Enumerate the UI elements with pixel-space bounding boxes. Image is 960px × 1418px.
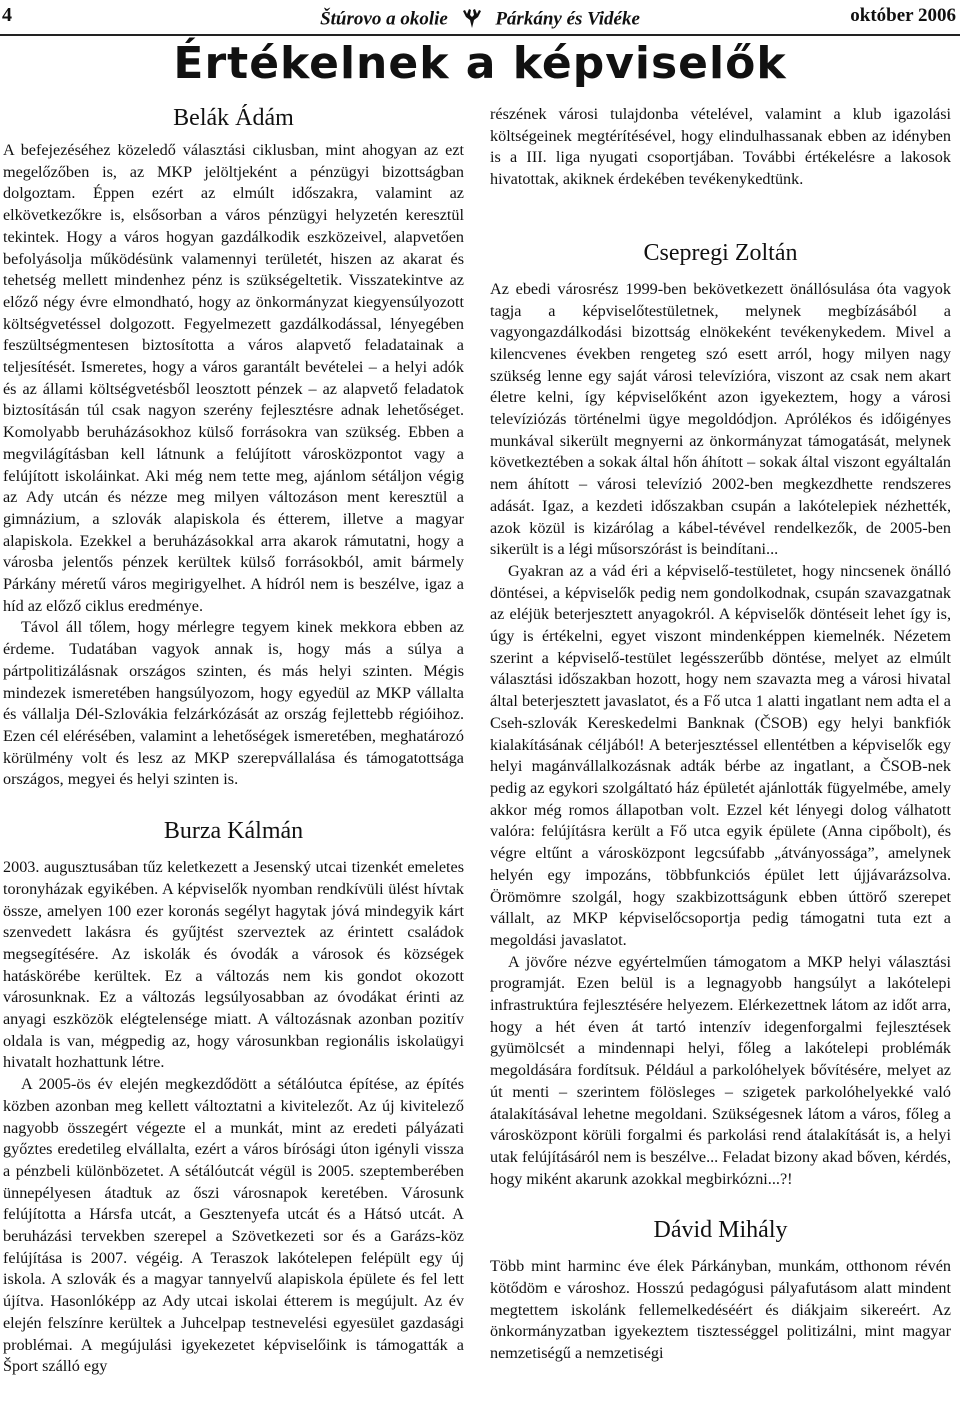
section-heading-burza: Burza Kálmán xyxy=(163,818,304,845)
publication-name-slovak: Štúrovo a okolie xyxy=(320,8,448,30)
paragraph: Távol áll tőlem, hogy mérlegre tegyem kinek mekkora ebben az érdeme. Tudatában vagyok annak is, hogy más a súlya a pártpolitizálásnak országos szinten, és más helyi szinten. Mégis mindezek ismeretében hangsúlyozom, hogy egyedül az MKP vállalta és vállalja Dél-Szlovákia felzárkózását az ország fejlettebb régióihoz. Ezen cél elérésében, valamint a lehetőségek ismeretében, meghatározó körülmény volt és lesz az MKP szerepvállalása és támogatottsága országos, megyei és helyi szinten is. xyxy=(3,618,464,789)
paragraph-continuation: részének városi tulajdonba vételével, valamint a klub igazolási költségeinek megtérítésével, hogy elindulhassanak ebben az idényben is a III. liga nyugati csoportjában. További értékelésre a lakosok hivatottak, akiknek érdekében tevékenykedtünk. xyxy=(490,105,951,189)
section-heading-belak: Belák Ádám xyxy=(173,105,294,131)
right-column xyxy=(490,104,951,1365)
article-headline: Értékelnek a képviselők xyxy=(173,38,787,89)
paragraph: Gyakran az a vád éri a képviselő-testületet, hogy nincsenek önálló döntései, a képviselők pedig nem gondolkodnak, csupán szavazgatnak az eléjük beterjesztett anyagokról. A képviselők döntéseit lehet így is, úgy is értékelni, egyet viszont mindenképpen kiemelnék. Nézetem szerint a képviselő-testület legésszerűbb döntése, melyet az elmúlt választási időszakban hozott, hogy nem szavazta meg a városi hivatal által beterjesztett javaslatot, és a Fő utca 1 alatti ingatlant nem adta el a Cseh-szlovák Kereskedelmi Banknak (ČSOB) egy helyi bankfiók kialakításának céljából! A beterjesztéssel ellentétben a képviselők egy helyi magánvállalkozásnak adták bérbe az ingatlant, a ČSOB-nek pedig az egykori szolgáltató ház épületét ajánlották fügyelmébe, amely akkor még romos állapotban volt. Ezzel két lényegi dolog válhatott valóra: felújításra került a Fő utca egyik épülete (Anna cipőbolt), és végre eltűnt a városközpont legcsúfabb „átványossága”, amelynek helyén egy impozáns, többfunkciós épület lett újjávarázsolva. Örömömre szolgál, hogy szakbizottságunk ebben úttörő szerepet vállalt, az MKP képviselőcsoportja pedig támogatni tuta ezt a megoldási javaslatot. xyxy=(490,561,951,949)
stag-emblem-icon xyxy=(461,5,483,35)
paragraph: A 2005-ös év elején megkezdődött a sétálóutca építése, az építés közben azonban meg kellett változtatni a kivitelezőt. Az új kivitelező nagyobb összegért végezte el a munkát, mint az eredeti pályázati győztes eredetileg elvállalta, ezért a város bírósági úton igényli vissza a pénzbeli különbözetet. A sétálóutcát végül is 2005. szeptemberében ünnepélyesen átadtuk az őszi városnapok keretében. Városunk felújította a Hársfa utcát, a Gesztenyefa utcát és a Hátsó utcát. A beruházási tervekben szerepel a Szövetkezeti sor és a Garázs-köz felújítása is 2007. végéig. A Teraszok lakótelepen felépült egy új iskola. A szlovák és a magyar tannyelvű alapiskola épülete és fel lett újítva. Hasonlóképp az Ady utcai iskolai étterem is megújult. Az év elején felszínre kerültek a Juhcelpap testnevelési egyesület gazdasági problémai. A megújulási igyekezetet képviselőink is támogatták a Šport szálló egy xyxy=(3,1075,464,1376)
paragraph: Az ebedi városrész 1999-ben bekövetkezett önállósulása óta vagyok tagja a képviselőtestületnek, melynek megbízásából a vagyongazdálkodási bizottság elnökeként tevékenykedem. Mivel a kilencvenes években rengeteg szó esett arról, hogy milyen nagy szükség lenne egy saját városi televízióra, viszont az csak nem akart életre kelni, így képviselőként azon igyekeztem, hogy a városi televíziózás történelmi ügye megoldódjon. Aprólékos és időigényes munkával sikerült megnyerni az önkormányzat támogatását, melynek következtében a sokak által hőn áhított – sokak által viszont egyáltalán nem áhított – városi televízió 2002-ben megkezdhette rendszeres adását. Igaz, a kezdeti időszakban csupán a lakótelepiek nézhették, azok közül is kizárólag a kábel-tévével rendelkezők, de 2005-ben sikerült is a légi műsorszórást is beindítani... xyxy=(490,279,951,559)
section-heading-david: Dávid Mihály xyxy=(653,1217,788,1244)
section-heading-csepregi: Csepregi Zoltán xyxy=(643,239,798,266)
paragraph: Több mint harminc éve élek Párkányban, munkám, otthonom révén kötődöm e városhoz. Hosszú pedagógusi pályafutásom alatt mindent megtettem iskolánk fellemelkedéséért és diákjaim sikereért. Az önkormányzatban igyekeztem tisztességgel politizálni, mint magyar nemzetiségű a nemzetiségi xyxy=(490,1257,951,1363)
issue-date: október 2006 xyxy=(850,5,956,26)
paragraph: 2003. augusztusában tűz keletkezett a Jesenský utcai tizenkét emeletes toronyházak egyikében. A képviselők nyomban rendkívüli ülést hívtak össze, amelyen 100 ezer koronás segélyt hagytak jóvá mindegyik kárt szenvedett lakásra és gyűjtést szerveztek az érintett családok megsegítésére. Az iskolák és óvodák a városok és községek hatáskörébe kerültek. Ez a változás nem kis gondot okozott városunknak. Ez a változás legsúlyosabban az óvodákat érinti az anyagi eszközök elégtelensége miatt. A változásnak azonban pozitív oldala is van, mégpedig az, hogy városunkban regionális iskolaügyi hivatalt hozhattunk létre. xyxy=(3,858,464,1072)
publication-title xyxy=(0,5,960,35)
left-column xyxy=(3,104,464,1378)
page-number: 4 xyxy=(2,4,12,26)
publication-name-hungarian: Párkány és Vidéke xyxy=(495,8,640,30)
paragraph: A jövőre nézve egyértelműen támogatom a MKP helyi választási programját. Ezen belül is a legnagyobb hangsúlyt a lakótelepi infrastruktúra fejlesztésére helyezem. Elérkezettnek látom az időt arra, hogy a hét éven át tartó intenzív idegenforgalmi fejlesztések gyümölcsét a mindennapi helyi, főleg a lakótelepi problémák megoldására fordítsuk. Például a parkolóhelyek bővítésére, melyet az út menti – szerintem fölösleges – szigetek parkolóhelyekké való átalakításával lehetne megoldani. Szükségesnek látom a város, főleg a városközpont körüli forgalmi és parkolási rend átalakítását is, a helyi utak felújításáról nem is beszélve... Feladat bizony akad bőven, kérdés, hogy miként akarunk azokkal megbirkózni...?! xyxy=(490,952,951,1188)
page-header xyxy=(0,0,960,36)
paragraph: A befejezéséhez közeledő választási ciklusban, mint ahogyan az ezt megelőzőben is, az MKP jelöltjeként a pénzügyi bizottságban dolgoztam. Éppen ezért az elmúlt időszakra, valamint az elkövetkezőkre is, elsősorban a város pénzügyi helyzetén keresztül tekintek. Hogy a város hogyan gazdálkodik eszközeivel, alapvetően befolyásolja működésünk valamennyi területét, hiszen az akarat és tehetség mellett mindenhez pénz is szükségeltetik. Visszatekintve az előző négy évre elmondható, hogy az önkormányzat kiegyensúlyozott költségvetéssel dolgozott. Fegyelmezett gazdálkodással, lényegében feszültségmentesen biztosította a város alapvető feladatainak a teljesítését. Ismeretes, hogy a város garantált bevételei – a helyi adók és az állami költségvetésből leosztott pénzek – az alapvető feladatok biztosításán túl csak nagyon szerény fejlesztésre adnak lehetőséget. Komolyabb beruházásokhoz külső forrásokra van szükség. Ebben a megvilágításban kell látnunk a felújított városközpontot vagy a felújított iskoláinkat. Aki még nem tette meg, ajánlom sétáljon végig az Ady utcán és nézze meg milyen változáson ment keresztül a gimnázium, a szlovák alapiskola és étterem, illetve a magyar alapiskola. Ezekkel a beruházásokkal arra akarok rámutatni, hogy a városba jelentős pénzek kerültek külső forrásokból, amit bármely Párkány méretű város megirigyelhet. A hídról nem is beszélve, igaz a híd az előző ciklus eredménye. xyxy=(3,141,464,615)
